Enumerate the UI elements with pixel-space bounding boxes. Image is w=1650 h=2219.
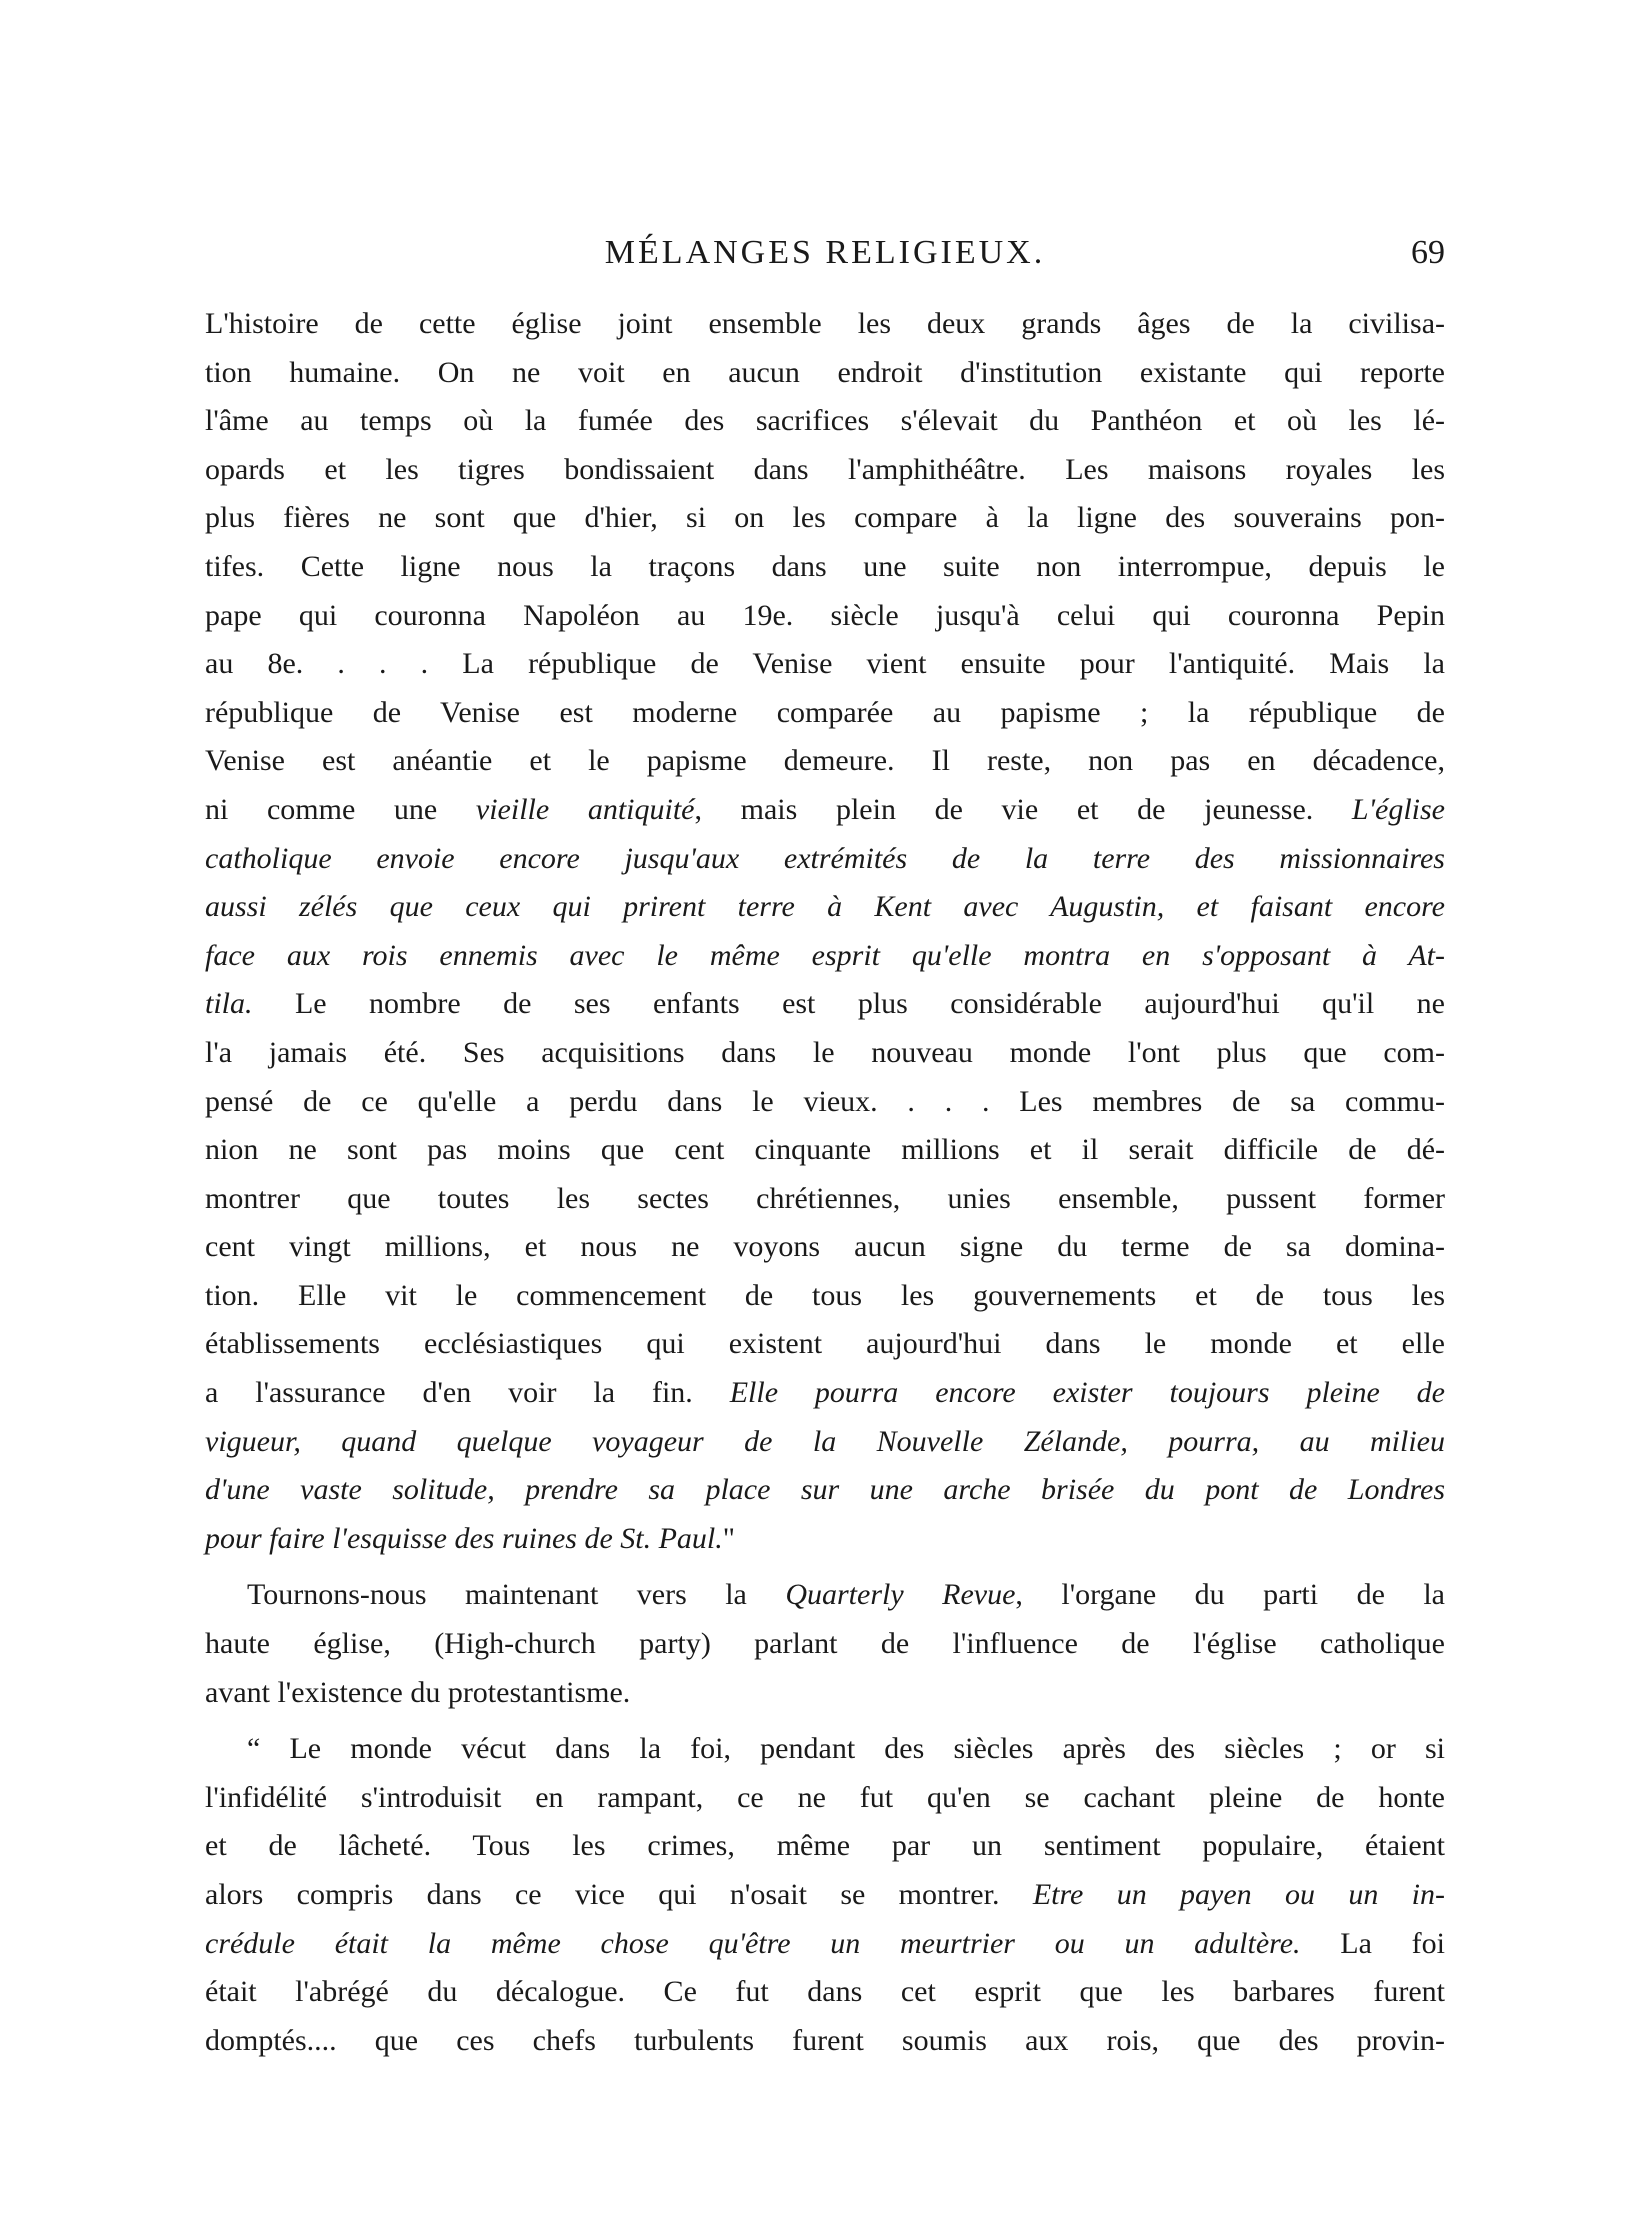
- text-run: “ Le monde vécut dans la foi, pendant des siècles après des siècles ; or si: [247, 1732, 1445, 1766]
- text-run: avant l'existence du protestantisme.: [205, 1675, 631, 1709]
- text-line: [205, 1223, 1445, 1272]
- text-line: [205, 737, 1445, 786]
- text-run: était l'abrégé du décalogue. Ce fut dans cet esprit que les barbares furent: [205, 1975, 1445, 2009]
- text-line: [205, 494, 1445, 543]
- text-run: tion humaine. On ne voit en aucun endroit d'institution existante qui reporte: [205, 355, 1445, 389]
- text-run: et de lâcheté. Tous les crimes, même par un sentiment populaire, étaient: [205, 1829, 1445, 1863]
- text-run: haute église, (High-church party) parlant de l'influence de l'église catholique: [205, 1627, 1445, 1661]
- text-line: [205, 1369, 1445, 1418]
- running-header: [205, 228, 1445, 278]
- text-line: [205, 835, 1445, 884]
- italic-text: tila.: [205, 987, 253, 1021]
- text-line: [205, 397, 1445, 446]
- text-run: a l'assurance d'en voir la fin.: [205, 1376, 730, 1410]
- italic-text: catholique envoie encore jusqu'aux extrémités de la terre des missionnaires: [205, 841, 1445, 875]
- italic-text: Elle pourra encore exister toujours pleine de: [729, 1376, 1445, 1410]
- italic-text: pour faire l'esquisse des ruines de St. Paul.: [205, 1521, 723, 1555]
- text-run: l'âme au temps où la fumée des sacrifices s'élevait du Panthéon et où les lé-: [205, 404, 1445, 438]
- italic-text: Etre un payen ou un in-: [1032, 1878, 1445, 1911]
- text-line: [205, 1466, 1445, 1515]
- text-run: établissements ecclésiastiques qui existent aujourd'hui dans le monde et elle: [205, 1327, 1445, 1361]
- italic-text: face aux rois ennemis avec le même esprit qu'elle montra en s'opposant à At-: [205, 938, 1445, 972]
- text-line: [205, 446, 1445, 495]
- text-line: [205, 1669, 1445, 1718]
- text-run: l'a jamais été. Ses acquisitions dans le nouveau monde l'ont plus que com-: [205, 1035, 1445, 1069]
- text-line: [205, 1920, 1445, 1969]
- text-line: [205, 1571, 1445, 1620]
- text-run: Le nombre de ses enfants est plus considérable aujourd'hui qu'il ne: [252, 987, 1445, 1021]
- text-line: [205, 349, 1445, 398]
- paragraph: [205, 1571, 1445, 1717]
- italic-text: aussi zélés que ceux qui prirent terre à Kent avec Augustin, et faisant encore: [205, 890, 1445, 924]
- text-line: [205, 640, 1445, 689]
- text-run: cent vingt millions, et nous ne voyons aucun signe du terme de sa domina-: [205, 1230, 1445, 1264]
- text-line: [205, 592, 1445, 641]
- text-run: ": [722, 1521, 736, 1555]
- text-run: Tournons-nous maintenant vers la: [247, 1578, 786, 1612]
- text-run: opards et les tigres bondissaient dans l'amphithéâtre. Les maisons royales les: [205, 452, 1445, 486]
- text-run: alors compris dans ce vice qui n'osait se montrer.: [205, 1878, 1033, 1911]
- text-line: [205, 689, 1445, 738]
- text-line: [205, 1515, 1445, 1564]
- italic-text: vieille antiquité: [475, 792, 695, 826]
- text-run: plus fières ne sont que d'hier, si on les compare à la ligne des souverains pon-: [205, 501, 1445, 535]
- text-run: pensé de ce qu'elle a perdu dans le vieux. . . . Les membres de sa commu-: [205, 1084, 1445, 1118]
- text-line: [205, 2017, 1445, 2066]
- text-line: [205, 1871, 1445, 1920]
- italic-text: Quarterly Revue: [785, 1578, 1016, 1612]
- text-line: [205, 1774, 1445, 1823]
- text-run: montrer que toutes les sectes chrétiennes, unies ensemble, pussent former: [205, 1181, 1445, 1215]
- italic-text: d'une vaste solitude, prendre sa place sur une arche brisée du pont de Londres: [205, 1473, 1445, 1507]
- text-run: au 8e. . . . La république de Venise vient ensuite pour l'antiquité. Mais la: [205, 647, 1445, 681]
- text-run: domptés.... que ces chefs turbulents furent soumis aux rois, que des provin-: [205, 2023, 1445, 2057]
- text-line: [205, 1272, 1445, 1321]
- text-run: L'histoire de cette église joint ensemble les deux grands âges de la civilisa-: [205, 307, 1445, 340]
- text-run: , l'organe du parti de la: [1015, 1578, 1445, 1612]
- paragraph-gap: [205, 1717, 1445, 1725]
- text-run: l'infidélité s'introduisit en rampant, ce ne fut qu'en se cachant pleine de honte: [205, 1780, 1445, 1814]
- text-line: [205, 300, 1445, 349]
- text-line: [205, 1822, 1445, 1871]
- italic-text: crédule était la même chose qu'être un meurtrier ou un adultère.: [205, 1926, 1301, 1960]
- text-run: tifes. Cette ligne nous la traçons dans une suite non interrompue, depuis le: [205, 549, 1445, 583]
- text-line: [205, 1320, 1445, 1369]
- text-line: [205, 786, 1445, 835]
- body-text: [205, 300, 1445, 2065]
- text-line: [205, 883, 1445, 932]
- text-run: ni comme une: [205, 792, 476, 826]
- paragraph: [205, 1725, 1445, 2065]
- text-line: [205, 1620, 1445, 1669]
- text-line: [205, 932, 1445, 981]
- italic-text: L'église: [1351, 792, 1445, 826]
- text-line: [205, 1725, 1445, 1774]
- text-run: tion. Elle vit le commencement de tous les gouvernements et de tous les: [205, 1278, 1445, 1312]
- text-line: [205, 543, 1445, 592]
- text-run: , mais plein de vie et de jeunesse.: [694, 792, 1352, 826]
- text-line: [205, 1078, 1445, 1127]
- text-line: [205, 1418, 1445, 1467]
- paragraph: [205, 300, 1445, 1563]
- text-run: nion ne sont pas moins que cent cinquante millions et il serait difficile de dé-: [205, 1133, 1445, 1167]
- paragraph-gap: [205, 1563, 1445, 1571]
- text-run: pape qui couronna Napoléon au 19e. siècle jusqu'à celui qui couronna Pepin: [205, 598, 1445, 632]
- text-run: république de Venise est moderne comparée au papisme ; la république de: [205, 695, 1445, 729]
- text-line: [205, 1126, 1445, 1175]
- page-number: 69: [1411, 234, 1445, 271]
- italic-text: vigueur, quand quelque voyageur de la Nouvelle Zélande, pourra, au milieu: [205, 1424, 1445, 1458]
- text-run: La foi: [1300, 1926, 1445, 1960]
- text-line: [205, 1029, 1445, 1078]
- running-title: MÉLANGES RELIGIEUX.: [604, 234, 1046, 271]
- text-line: [205, 1968, 1445, 2017]
- text-line: [205, 1175, 1445, 1224]
- text-line: [205, 980, 1445, 1029]
- text-run: Venise est anéantie et le papisme demeure. Il reste, non pas en décadence,: [205, 744, 1445, 778]
